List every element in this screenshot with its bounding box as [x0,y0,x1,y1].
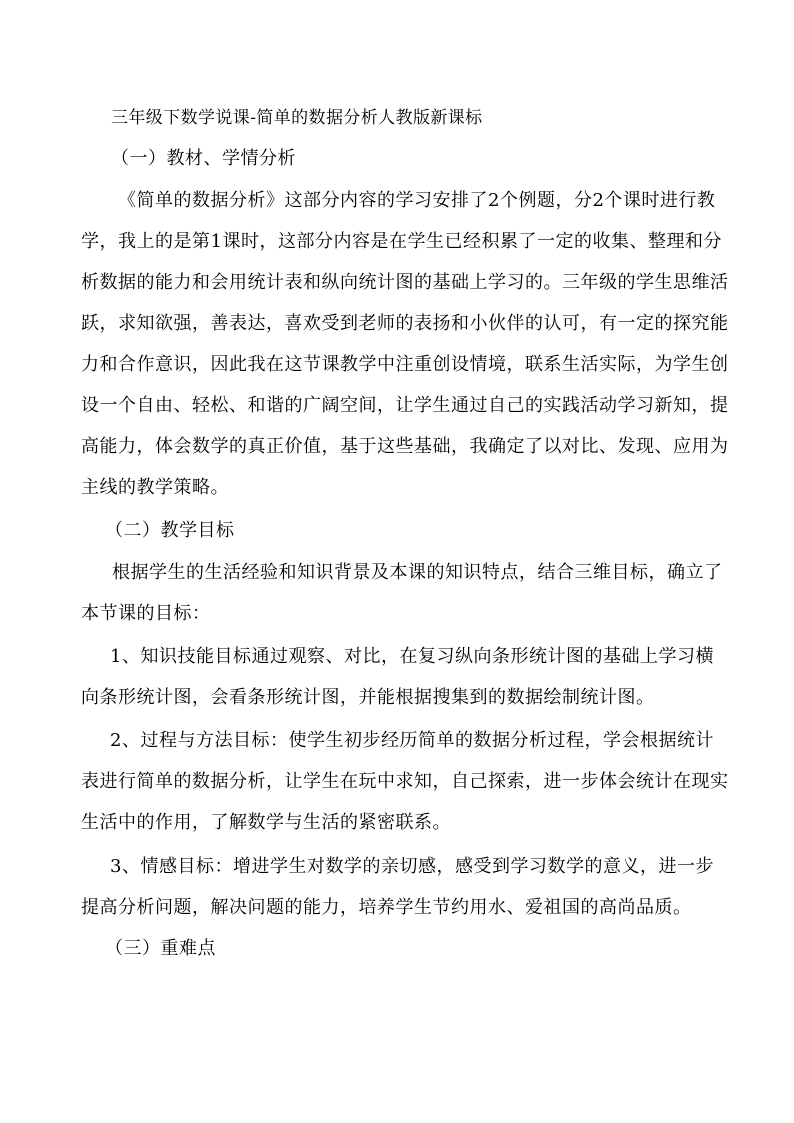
objective-item-1: 1、知识技能目标通过观察、对比，在复习纵向条形统计图的基础上学习横 [110,646,714,667]
paragraph-line: 高能力，体会数学的真正价值，基于这些基础，我确定了以对比、发现、应用为 [81,436,729,457]
paragraph-line: 《简单的数据分析》这部分内容的学习安排了2个例题，分2个课时进行教 [118,190,716,211]
section-heading-materials: （一）教材、学情分析 [111,148,296,169]
objective-item-2: 2、过程与方法目标：使学生初步经历简单的数据分析过程，学会根据统计 [110,730,714,751]
objective-item-3: 3、情感目标：增进学生对数学的亲切感，感受到学习数学的意义，进一步 [110,856,714,877]
paragraph-line: 根据学生的生活经验和知识背景及本课的知识特点，结合三维目标，确立了 [112,562,723,583]
section-heading-key-points: （三）重难点 [105,938,216,959]
paragraph-line: 提高分析问题，解决问题的能力，培养学生节约用水、爱祖国的高尚品质。 [81,897,692,918]
document-title: 三年级下数学说课-简单的数据分析人教版新课标 [111,108,483,128]
section-heading-objectives: （二）教学目标 [105,520,235,541]
paragraph-line: 析数据的能力和会用统计表和纵向统计图的基础上学习的。三年级的学生思维活 [81,272,729,293]
paragraph-line: 主线的教学策略。 [81,477,229,498]
paragraph-line: 本节课的目标： [81,603,211,624]
paragraph-line: 表进行简单的数据分析，让学生在玩中求知，自己探索，进一步体会统计在现实 [81,771,729,792]
paragraph-line: 跃，求知欲强，善表达，喜欢受到老师的表扬和小伙伴的认可，有一定的探究能 [81,313,729,334]
paragraph-line: 生活中的作用，了解数学与生活的紧密联系。 [81,812,451,833]
paragraph-line: 力和合作意识，因此我在这节课教学中注重创设情境，联系生活实际，为学生创 [81,354,729,375]
paragraph-line: 设一个自由、轻松、和谐的广阔空间，让学生通过自己的实践活动学习新知，提 [81,395,729,416]
paragraph-line: 学，我上的是第1课时，这部分内容是在学生已经积累了一定的收集、整理和分 [81,231,722,252]
paragraph-line: 向条形统计图，会看条形统计图，并能根据搜集到的数据绘制统计图。 [81,687,655,708]
